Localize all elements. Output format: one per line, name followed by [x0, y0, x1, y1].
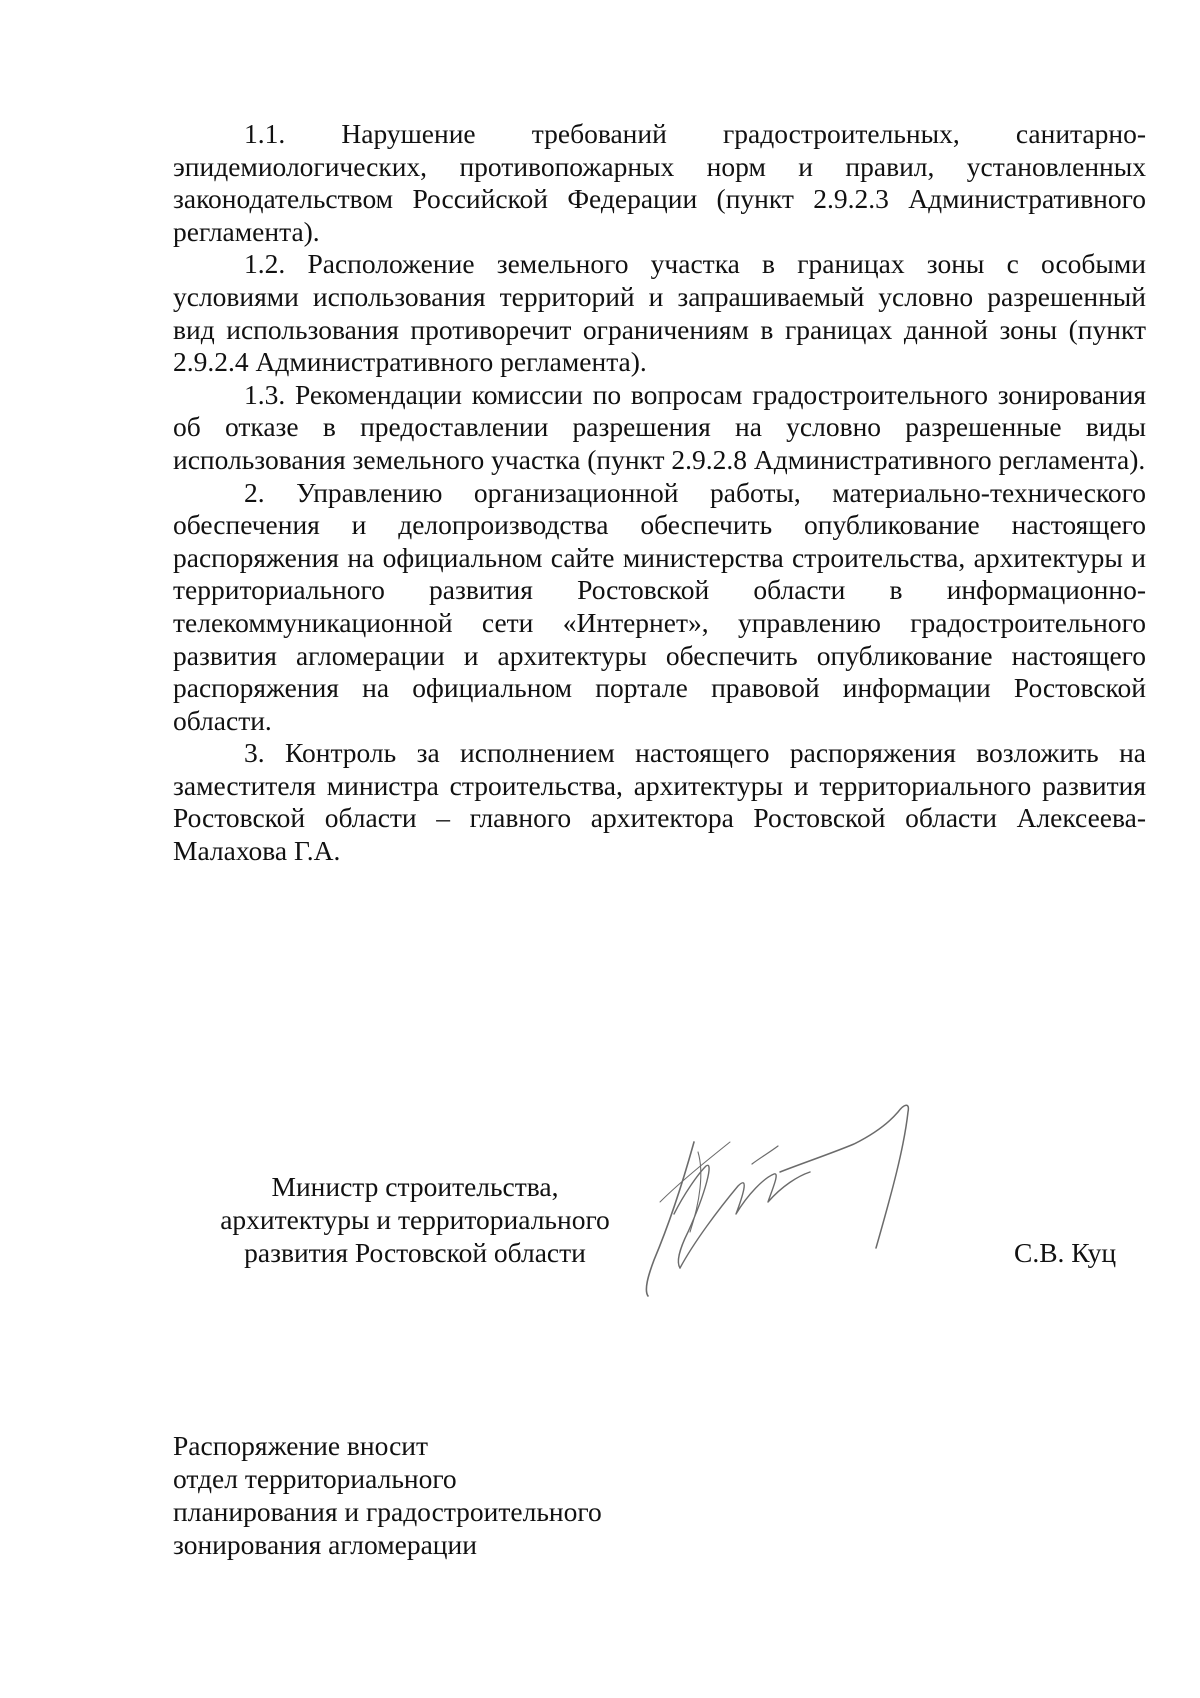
signer-title-line: Министр строительства,: [271, 1171, 559, 1202]
signer-name: С.В. Куц: [1014, 1237, 1117, 1268]
executor-note-line: Распоряжение вносит: [173, 1430, 429, 1461]
executor-note-line: отдел территориального: [173, 1463, 457, 1494]
signer-title-line: развития Ростовской области: [244, 1237, 586, 1268]
handwritten-signature: [640, 1082, 960, 1312]
paragraph-1-3: 1.3. Рекомендации комиссии по вопросам градостроительного зонирования об отказе в предоставлении разрешения на условно разрешенные виды использования земельного участка (пункт 2.9.2.8 Административного регламента).: [173, 378, 1146, 475]
paragraph-3: 3. Контроль за исполнением настоящего распоряжения возложить на заместителя министра строительства, архитектуры и территориального развития Ростовской области – главного архитектора Ростовской области Алексеева-Малахова Г.А.: [173, 737, 1146, 867]
executor-note-line: планирования и градостроительного: [173, 1496, 602, 1527]
paragraph-2: 2. Управлению организационной работы, материально-технического обеспечения и делопроизводства обеспечить опубликование настоящего распоряжения на официальном сайте министерства строительства, архитектуры и территориального развития Ростовской области в информационно-телекоммуникационной сети «Интернет», управлению градостроительного развития агломерации и архитектуры обеспечить опубликование настоящего распоряжения на официальном портале правовой информации Ростовской области.: [173, 476, 1146, 736]
document-body: [173, 118, 1146, 868]
executor-note-line: зонирования агломерации: [173, 1529, 477, 1560]
signer-title-line: архитектуры и территориального: [220, 1204, 610, 1235]
signer-title: [200, 1170, 630, 1269]
paragraph-1-2: 1.2. Расположение земельного участка в границах зоны с особыми условиями использования территорий и запрашиваемый условно разрешенный вид использования противоречит ограничениям в границах данной зоны (пункт 2.9.2.4 Административного регламента).: [173, 248, 1146, 378]
paragraph-1-1: 1.1. Нарушение требований градостроительных, санитарно-эпидемиологических, противопожарных норм и правил, установленных законодательством Российской Федерации (пункт 2.9.2.3 Административного регламента).: [173, 118, 1146, 247]
executor-note: [173, 1429, 602, 1561]
